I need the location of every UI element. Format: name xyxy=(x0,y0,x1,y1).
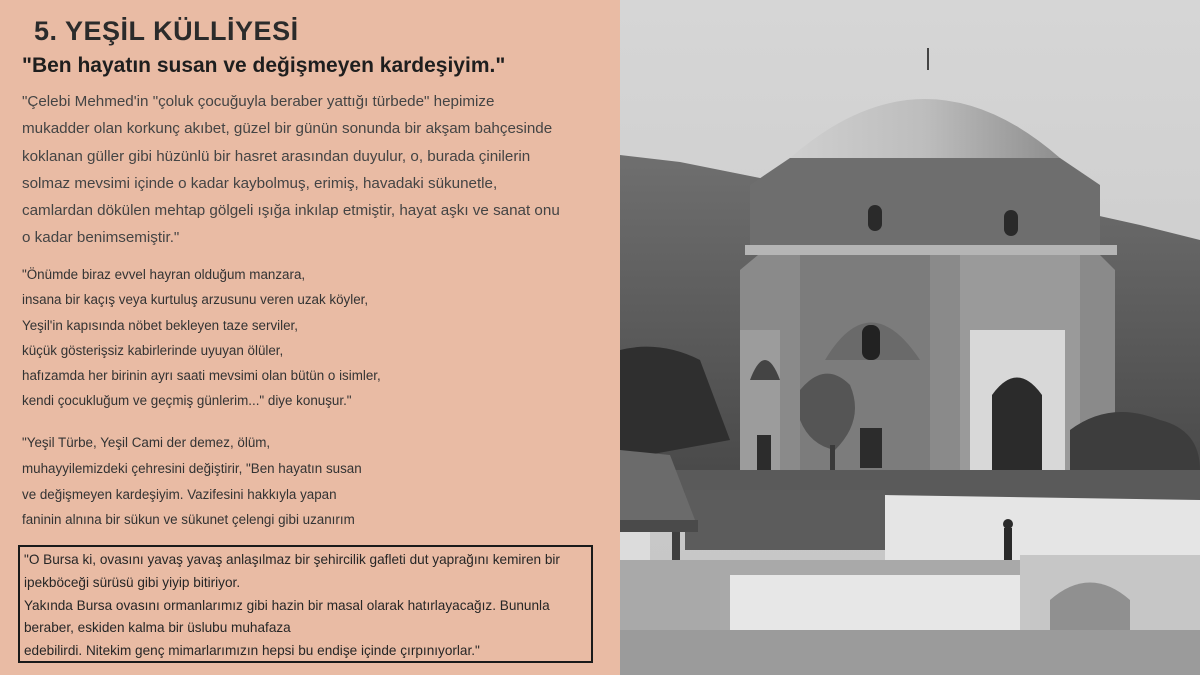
paragraph-line: mukadder olan korkunç akıbet, güzel bir günün sonunda bir akşam bahçesinde xyxy=(22,120,553,138)
page-title: 5. YEŞİL KÜLLİYESİ xyxy=(34,16,299,46)
page-subtitle: "Ben hayatın susan ve değişmeyen kardeşiyim." xyxy=(22,54,506,77)
paragraph-line: solmaz mevsimi içinde o kadar kaybolmuş, erimiş, havadaki sükunetle, xyxy=(22,174,498,192)
paragraph-line: "Çelebi Mehmed'in "çoluk çocuğuyla beraber yattığı türbede" hepimize xyxy=(22,93,495,110)
paragraph-line: Yeşil'in kapısında nöbet bekleyen taze serviler, xyxy=(22,317,298,333)
paragraph-line: muhayyilemizdeki çehresini değiştirir, "Ben hayatın susan xyxy=(22,460,362,476)
quote-line: ipekböceği sürüsü gibi yiyip bitiriyor. xyxy=(24,574,241,590)
paragraph-line: "Önümde biraz evvel hayran olduğum manzara, xyxy=(22,267,306,282)
paragraph-1 xyxy=(22,88,612,252)
quote-line: "O Bursa ki, ovasını yavaş yavaş anlaşılmaz bir şehircilik gafleti dut yaprağını kemiren bir xyxy=(24,552,560,567)
quote-line: Yakında Bursa ovasını ormanlarımız gibi hazin bir masal olarak hatırlayacağız. Bununla xyxy=(24,597,550,613)
paragraph-line: faninin alnına bir sükun ve sükunet çelengi gibi uzanırım xyxy=(22,512,355,528)
quote-line: beraber, eskiden kalma bir üslubu muhafaza xyxy=(24,620,291,636)
paragraph-2 xyxy=(22,262,612,414)
paragraph-line: ve değişmeyen kardeşiyim. Vazifesini hakkıyla yapan xyxy=(22,486,337,502)
green-tomb-photo xyxy=(620,0,1200,675)
paragraph-line: küçük gösterişsiz kabirlerinde uyuyan ölüler, xyxy=(22,342,284,358)
paragraph-line: o kadar benimsemiştir." xyxy=(22,229,180,247)
paragraph-line: koklanan güller gibi hüzünlü bir hasret arasından duyulur, o, burada çinilerin xyxy=(22,147,531,165)
paragraph-line: hafızamda her birinin ayrı saati mevsimi olan bütün o isimler, xyxy=(22,368,381,384)
paragraph-line: "Yeşil Türbe, Yeşil Cami der demez, ölüm, xyxy=(22,435,271,450)
quote-line: edebilirdi. Nitekim genç mimarlarımızın hepsi bu endişe içinde çırpınıyorlar." xyxy=(24,643,480,659)
paragraph-line: camlardan dökülen mehtap gölgeli ışığa inkılap etmiştir, hayat aşkı ve sanat onu xyxy=(22,202,560,220)
quote-box xyxy=(18,545,593,663)
paragraph-3 xyxy=(22,430,612,533)
paragraph-line: kendi çocukluğum ve geçmiş günlerim..." diye konuşur." xyxy=(22,393,352,409)
paragraph-line: insana bir kaçış veya kurtuluş arzusunu veren uzak köyler, xyxy=(22,292,369,308)
